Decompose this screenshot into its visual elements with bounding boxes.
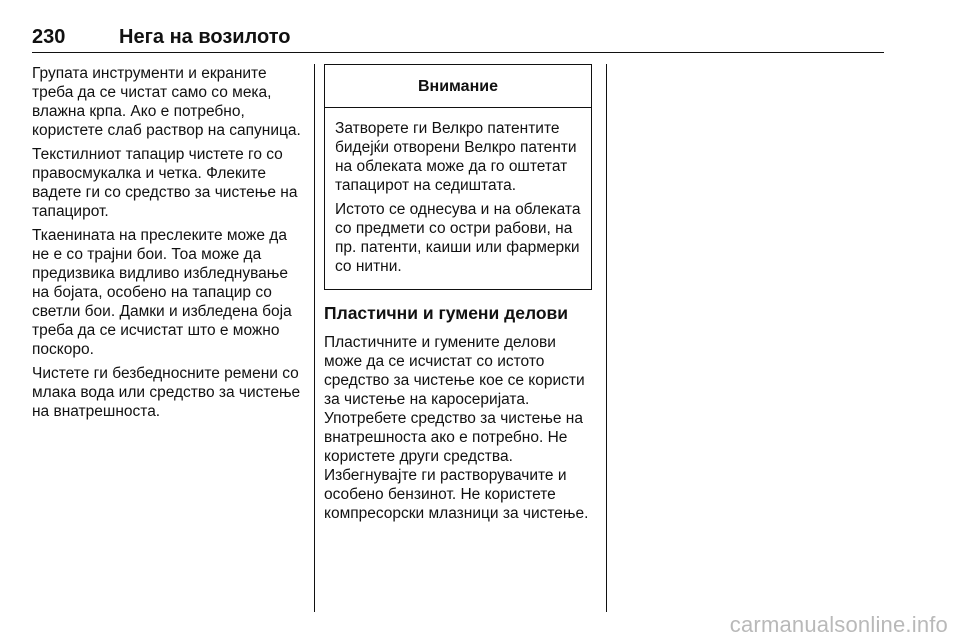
page-number: 230 [32, 26, 66, 48]
notice-box [324, 64, 592, 290]
column-divider [314, 64, 315, 612]
paragraph: Ткаенината на преслеките може да не е со трајни бои. Тоа може да предизвика видливо избледнување на бојата, особено на тапацир со светли бои. Дамки и избледена боја треба да се исчистат што е можно поскоро. [32, 227, 292, 358]
section-heading: Пластични и гумени делови [324, 303, 569, 323]
notice-body [325, 108, 591, 289]
paragraph: Текстилниот тапацир чистете го со правосмукалка и четка. Флеките вадете ги со средство за чистење на тапацирот. [32, 146, 298, 220]
paragraph: Чистете ги безбедносните ремени со млака вода или средство за чистење на внатрешноста. [32, 365, 301, 420]
watermark[interactable]: carmanualsonline.info [729, 612, 948, 637]
column-divider [606, 64, 607, 612]
page-header [32, 26, 884, 53]
section-paragraph: Пластичните и гумените делови може да се исчистат со истото средство за чистење кое се користи за чистење на каросеријата. Употребете средство за чистење на внатрешноста ако е потребно. Не користете други средства. Избегнувајте ги растворувачите и особено бензинот. Не користете компресорски млазници за чистење. [324, 334, 589, 522]
notice-paragraph: Истото се однесува и на облеката со предмети со остри рабови, на пр. патенти, каиши или фармерки со нитни. [335, 201, 581, 275]
notice-title: Внимание [325, 65, 591, 108]
chapter-title: Нега на возилото [119, 26, 291, 48]
notice-paragraph: Затворете ги Велкро патентите бидејќи отворени Велкро патенти на облеката може да го оштетат тапацирот на седиштата. [335, 120, 577, 194]
paragraph: Групата инструменти и екраните треба да се чистат само со мека, влажна крпа. Ако е потребно, користете слаб раствор на сапуница. [32, 65, 301, 139]
middle-column [324, 64, 592, 528]
left-column [32, 64, 302, 426]
